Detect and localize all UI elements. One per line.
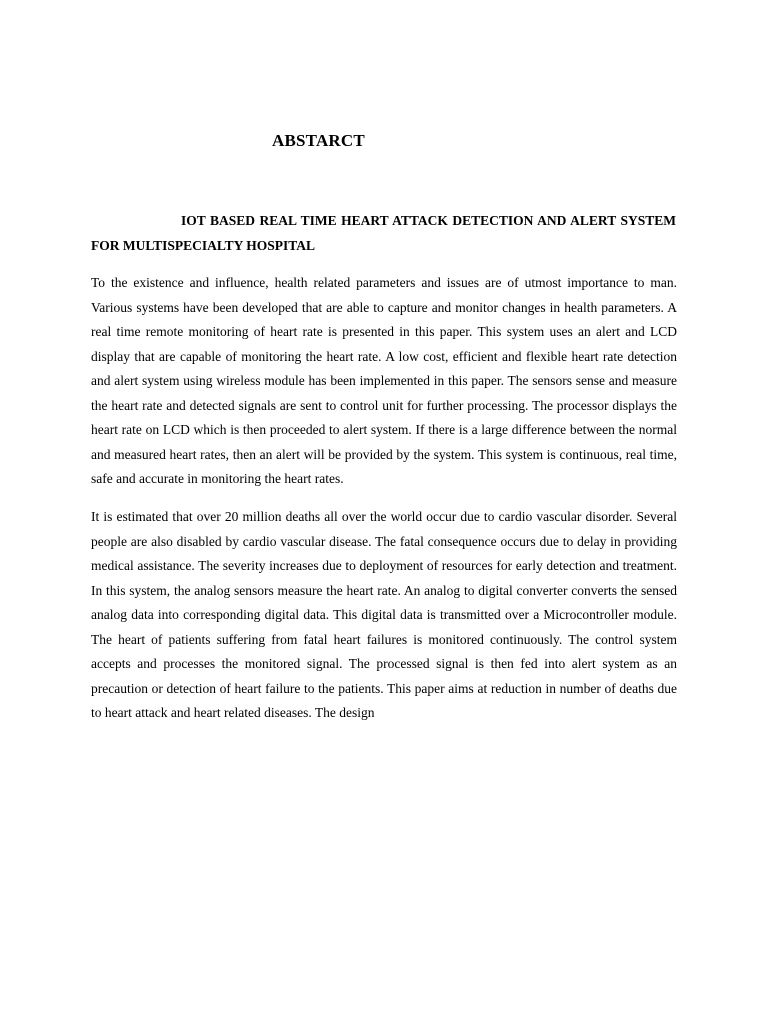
abstract-paragraph-2: It is estimated that over 20 million deaths all over the world occur due to cardio vascular disorder. Several people are also disabled by cardio vascular disease. The fatal consequence occurs due to delay in providing medical assistance. The severity increases due to deployment of resources for early detection and treatment. In this system, the analog sensors measure the heart rate. An analog to digital converter converts the sensed analog data into corresponding digital data. This digital data is transmitted over a Microcontroller module. The heart of patients suffering from fatal heart failures is monitored continuously. The control system accepts and processes the monitored signal. The processed signal is then fed into alert system as an precaution or detection of heart failure to the patients. This paper aims at reduction in number of deaths due to heart attack and heart related diseases. The design bbox=[91, 509, 677, 720]
abstract-paragraph-1: To the existence and influence, health related parameters and issues are of utmost importance to man. Various systems have been developed that are able to capture and monitor changes in health parameters. A real time remote monitoring of heart rate is presented in this paper. This system uses an alert and LCD display that are capable of monitoring the heart rate. A low cost, efficient and flexible heart rate detection and alert system using wireless module has been implemented in this paper. The sensors sense and measure the heart rate and detected signals are sent to control unit for further processing. The processor displays the heart rate on LCD which is then proceeded to alert system. If there is a large difference between the normal and measured heart rates, then an alert will be provided by the system. This system is continuous, real time, safe and accurate in monitoring the heart rates. bbox=[91, 275, 677, 486]
section-heading: ABSTARCT bbox=[272, 131, 365, 150]
paper-title: IOT BASED REAL TIME HEART ATTACK DETECTION AND ALERT SYSTEM FOR MULTISPECIALTY HOSPITAL bbox=[91, 213, 676, 253]
